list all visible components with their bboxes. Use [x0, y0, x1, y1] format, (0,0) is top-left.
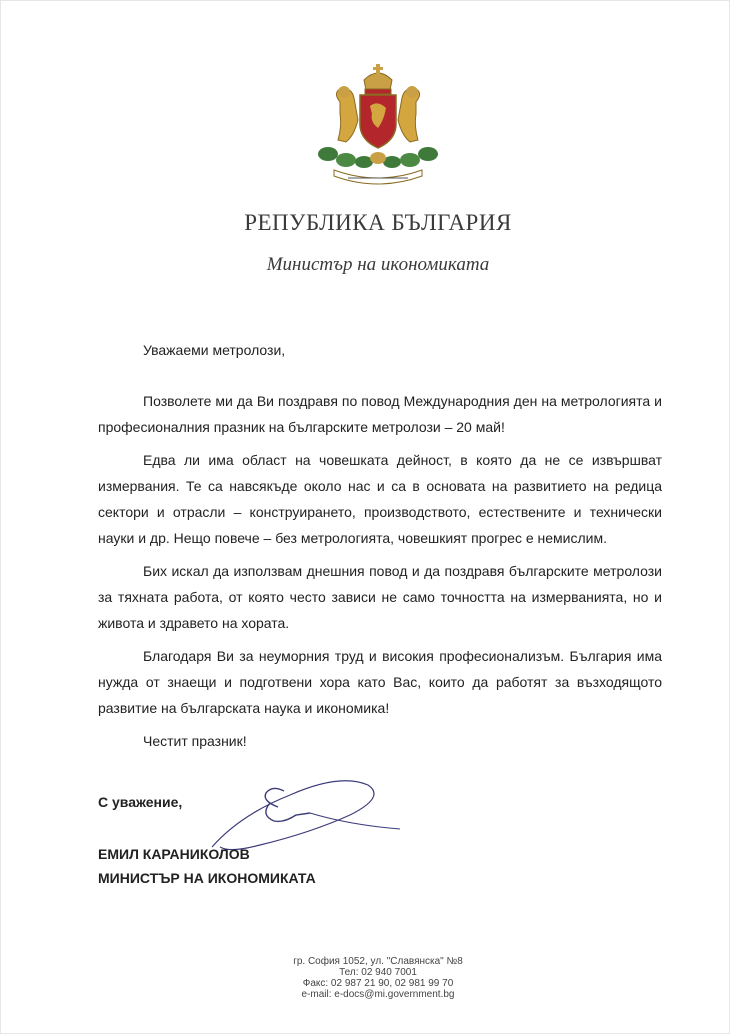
- footer-contacts: [0, 956, 730, 1000]
- signer-name: ЕМИЛ КАРАНИКОЛОВ: [98, 846, 250, 862]
- footer-fax: Факс: 02 987 21 90, 02 981 99 70: [302, 978, 454, 989]
- footer-address: гр. София 1052, ул. "Славянска" №8: [293, 956, 463, 967]
- paragraph-3: Бих искал да използвам днешния повод и да поздравя българските метролози за тяхната работа, от която често зависи не само точността на измерванията, но и живота и здравето на хората.: [98, 562, 662, 632]
- paragraph-5: Честит празник!: [143, 732, 247, 749]
- crown-icon: [364, 64, 392, 94]
- signer-title: МИНИСТЪР НА ИКОНОМИКАТА: [98, 870, 316, 886]
- paragraph-1: Позволете ми да Ви поздравя по повод Международния ден на метрологията и професионалния празник на българските метролози – 20 май!: [98, 393, 662, 436]
- footer-phone: Тел: 02 940 7001: [339, 967, 417, 978]
- regards: С уважение,: [98, 794, 183, 810]
- paragraph-2: Едва ли има област на човешката дейност, в която да не се извършват измервания. Те са навсякъде около нас и са в основата на развитието на редица сектори и отрасли – конструирането, производството, естествените и технически науки и др. Нещо повече – без метрологията, човешкият прогрес е немислим.: [98, 451, 662, 547]
- paragraph-4: Благодаря Ви за неуморния труд и високия професионализъм. България има нужда от знаещи и подготвени хора като Вас, които да работят за възходящото развитие на българската наука и икономика!: [98, 647, 662, 717]
- handwritten-signature: [200, 755, 420, 855]
- footer-email: e-mail: e-docs@mi.government.bg: [301, 989, 455, 1000]
- salutation: Уважаеми метролози,: [143, 342, 286, 358]
- letter-body: [98, 388, 662, 760]
- header-country: РЕПУБЛИКА БЪЛГАРИЯ: [244, 210, 512, 235]
- coat-of-arms-emblem: [298, 62, 458, 192]
- header-office: Министър на икономиката: [266, 254, 490, 275]
